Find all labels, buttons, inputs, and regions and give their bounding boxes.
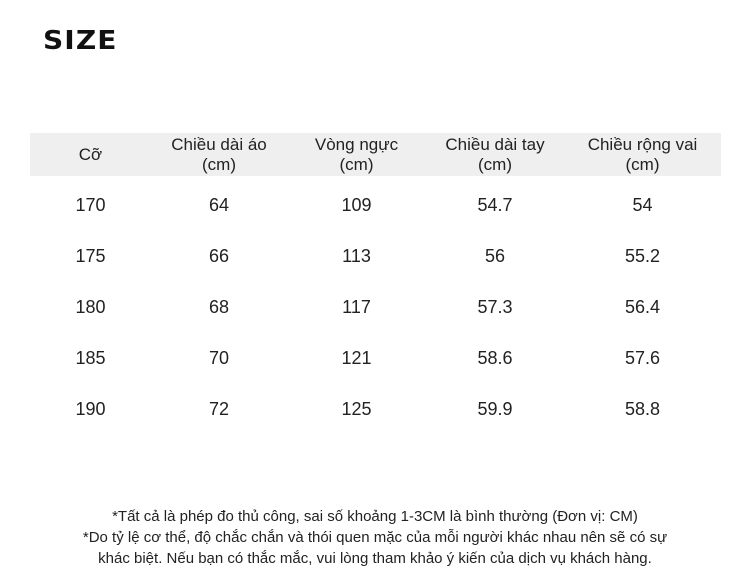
- header-body-length: [151, 135, 287, 175]
- header-unit: (cm): [202, 154, 236, 174]
- table-row: [30, 231, 721, 282]
- cell-body-length: 68: [208, 297, 230, 317]
- cell-chest: 125: [341, 399, 372, 419]
- cell-shoulder-width: 57.6: [624, 348, 661, 368]
- cell-size: 180: [75, 297, 106, 317]
- header-chest: [287, 135, 426, 175]
- cell-size: 170: [75, 195, 106, 215]
- cell-shoulder-width: 54: [632, 195, 653, 215]
- cell-sleeve-length: 59.9: [477, 399, 513, 419]
- size-table: [30, 133, 721, 435]
- table-row: [30, 282, 721, 333]
- cell-body-length: 72: [208, 399, 230, 419]
- footnote-measurement: *Tất cả là phép đo thủ công, sai số khoảng 1-3CM là bình thường (Đơn vị: CM): [112, 508, 638, 525]
- cell-shoulder-width: 58.8: [624, 399, 661, 419]
- cell-sleeve-length: 58.6: [477, 348, 513, 368]
- footnote-disclaimer-line1: *Do tỷ lệ cơ thể, độ chắc chắn và thói quen mặc của mỗi người khác nhau nên sẽ có sự: [82, 529, 668, 546]
- header-label: Chiều dài tay: [445, 134, 545, 154]
- header-size: [30, 145, 151, 165]
- cell-shoulder-width: 55.2: [624, 246, 661, 266]
- footnote-disclaimer-line2: khác biệt. Nếu bạn có thắc mắc, vui lòng tham khảo ý kiến của dịch vụ khách hàng.: [98, 550, 652, 567]
- header-unit: (cm): [339, 154, 374, 174]
- table-row: [30, 180, 721, 231]
- header-label: Cỡ: [78, 144, 103, 164]
- cell-shoulder-width: 56.4: [624, 297, 661, 317]
- cell-size: 185: [75, 348, 106, 368]
- table-header-row: [30, 133, 721, 176]
- cell-sleeve-length: 57.3: [477, 297, 513, 317]
- table-row: [30, 384, 721, 435]
- header-unit: (cm): [625, 154, 660, 174]
- cell-body-length: 66: [208, 246, 230, 266]
- cell-body-length: 70: [208, 348, 230, 368]
- header-sleeve-length: [426, 135, 564, 175]
- cell-size: 190: [75, 399, 106, 419]
- footnotes: [0, 506, 750, 569]
- header-label: Chiều rộng vai: [587, 134, 698, 154]
- header-unit: (cm): [478, 154, 512, 174]
- cell-sleeve-length: 56: [484, 246, 506, 266]
- cell-sleeve-length: 54.7: [477, 195, 513, 215]
- table-row: [30, 333, 721, 384]
- cell-chest: 121: [341, 348, 372, 368]
- cell-body-length: 64: [208, 195, 230, 215]
- header-label: Vòng ngực: [314, 134, 399, 154]
- cell-size: 175: [75, 246, 106, 266]
- cell-chest: 117: [342, 297, 371, 317]
- cell-chest: 113: [342, 246, 371, 266]
- cell-chest: 109: [341, 195, 372, 215]
- header-shoulder-width: [564, 135, 721, 175]
- page-title: SIZE: [43, 26, 118, 56]
- header-label: Chiều dài áo: [171, 134, 267, 154]
